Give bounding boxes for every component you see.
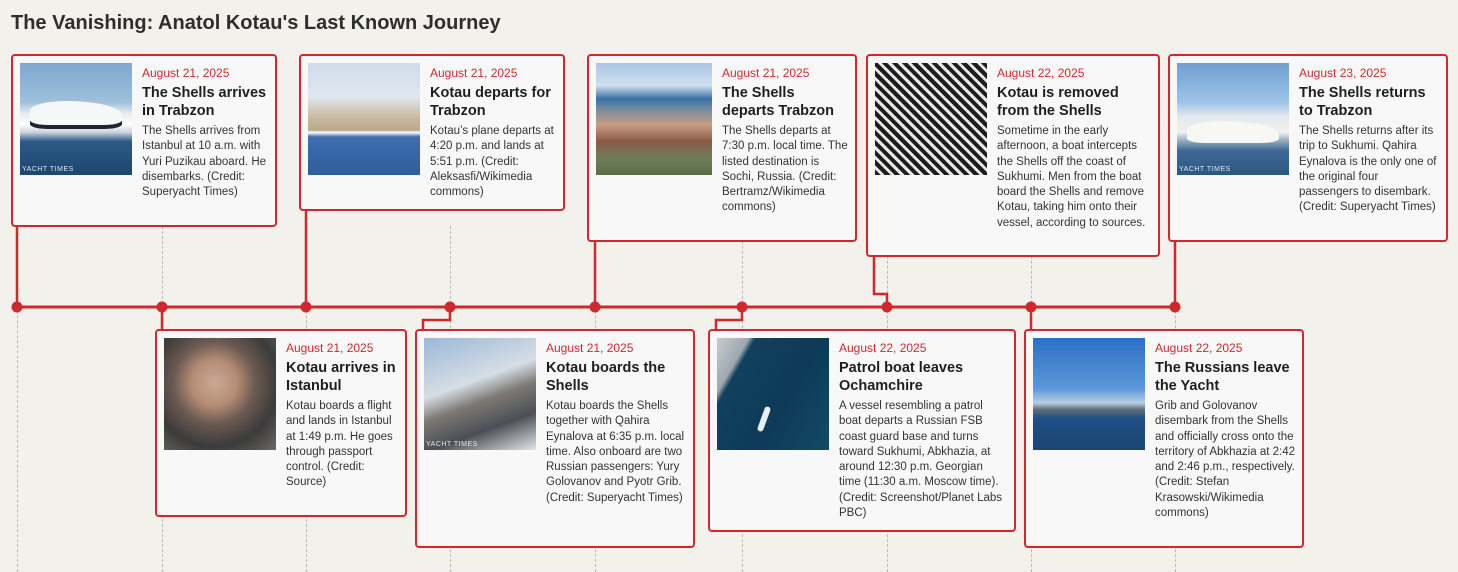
event-description: The Shells arrives from Istanbul at 10 a.m. with Yuri Puzikau aboard. He disembarks. (Credit: Superyacht Times) (142, 125, 267, 199)
watermark: YACHT TIMES (22, 166, 74, 173)
event-description: A vessel resembling a patrol boat departs a Russian FSB coast guard base and turns toward Sukhumi, Abkhazia, at around 12:30 p.m. Georgian time (11:30 a.m. Moscow time). (Credit: Screenshot/Planet Labs PBC) (839, 400, 1003, 520)
event-date: August 21, 2025 (286, 341, 374, 355)
event-card[interactable] (155, 329, 407, 517)
event-card[interactable] (866, 54, 1160, 257)
event-card[interactable] (1024, 329, 1304, 548)
event-date: August 23, 2025 (1299, 66, 1387, 80)
event-date: August 21, 2025 (546, 341, 634, 355)
watermark: YACHT TIMES (426, 441, 478, 448)
event-date: August 22, 2025 (1155, 341, 1243, 355)
event-description: Sometime in the early afternoon, a boat intercepts the Shells off the coast of Sukhumi. Men from the boat board the Shells and remove Kotau, taking him onto their vessel, according to sources. (997, 125, 1146, 229)
event-headline: Patrol boat leaves Ochamchire (839, 360, 964, 394)
city-photo (596, 63, 712, 175)
event-headline: The Shells arrives in Trabzon (142, 85, 267, 119)
event-headline: The Russians leave the Yacht (1155, 360, 1290, 394)
yacht-photo (1177, 63, 1289, 175)
event-card[interactable] (11, 54, 277, 227)
event-card[interactable] (587, 54, 857, 242)
timeline-dot (1026, 302, 1037, 313)
event-headline: Kotau departs for Trabzon (430, 85, 551, 119)
harbor-photo (1033, 338, 1145, 450)
event-headline: Kotau arrives in Istanbul (286, 360, 396, 394)
timeline-dot (157, 302, 168, 313)
event-description: Grib and Golovanov disembark from the Shells and officially cross onto the territory of Abkhazia at 2:42 and 2:46 p.m., respectively. (Credit: Stefan Krasowski/Wikimedia commons) (1155, 400, 1295, 520)
event-date: August 22, 2025 (839, 341, 927, 355)
event-card[interactable] (415, 329, 695, 548)
event-description: The Shells returns after its trip to Sukhumi. Qahira Eynalova is the only one of the original four passengers to disembark. (Credit: Superyacht Times) (1299, 125, 1437, 214)
event-card[interactable] (1168, 54, 1448, 242)
timeline-dot (12, 302, 23, 313)
yacht-deck-photo (424, 338, 536, 450)
timeline-dot (301, 302, 312, 313)
timeline-dot (882, 302, 893, 313)
portrait-photo (164, 338, 276, 450)
connector-7 (874, 256, 887, 307)
event-card[interactable] (708, 329, 1016, 532)
airport-photo (308, 63, 420, 175)
event-card[interactable] (299, 54, 565, 211)
event-date: August 21, 2025 (142, 66, 230, 80)
event-description: Kotau boards the Shells together with Qahira Eynalova at 6:35 p.m. local time. Also onboard are two Russian passengers: Yury Golovanov and Pyotr Grib. (Credit: Superyacht Times) (546, 400, 685, 504)
event-description: Kotau boards a flight and lands in Istanbul at 1:49 p.m. He goes through passport control. (Credit: Source) (286, 400, 393, 489)
watermark: YACHT TIMES (1179, 166, 1231, 173)
timeline-dot (1170, 302, 1181, 313)
event-headline: The Shells departs Trabzon (722, 85, 834, 119)
event-date: August 21, 2025 (430, 66, 518, 80)
event-description: The Shells departs at 7:30 p.m. local time. The listed destination is Sochi, Russia. (Credit: Bertramz/Wikimedia commons) (722, 125, 848, 214)
timeline-dot (590, 302, 601, 313)
event-date: August 21, 2025 (722, 66, 810, 80)
event-date: August 22, 2025 (997, 66, 1085, 80)
satellite-photo (717, 338, 829, 450)
soldier-photo (875, 63, 987, 175)
event-description: Kotau’s plane departs at 4:20 p.m. and lands at 5:51 p.m. (Credit: Aleksasfi/Wikimedia commons) (430, 125, 554, 199)
page-title: The Vanishing: Anatol Kotau's Last Known Journey (11, 12, 501, 34)
yacht-photo (20, 63, 132, 175)
event-headline: The Shells returns to Trabzon (1299, 85, 1426, 119)
event-headline: Kotau boards the Shells (546, 360, 666, 394)
event-headline: Kotau is removed from the Shells (997, 85, 1119, 119)
timeline-dot (737, 302, 748, 313)
timeline-dot (445, 302, 456, 313)
